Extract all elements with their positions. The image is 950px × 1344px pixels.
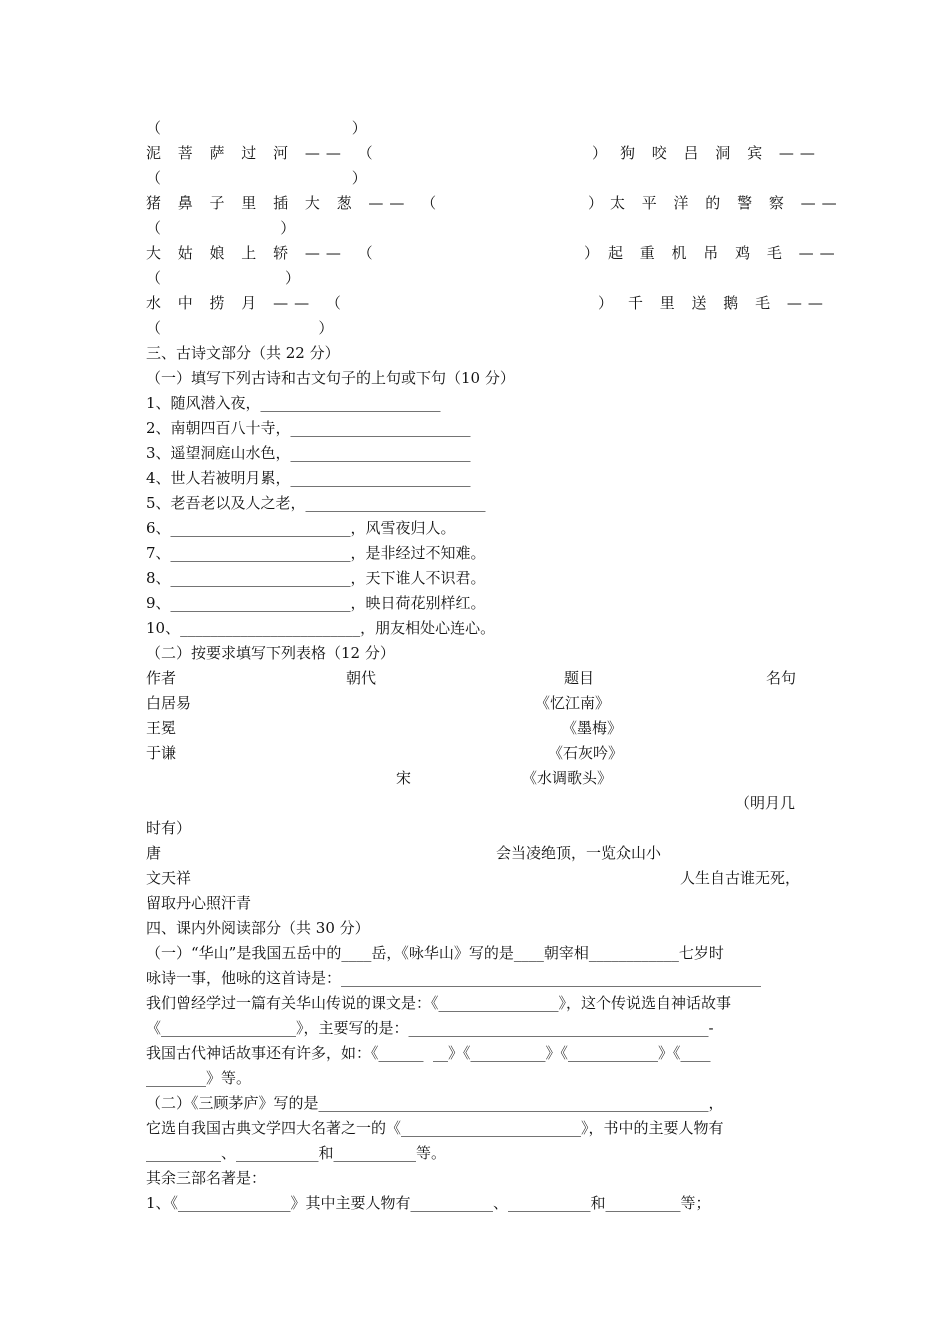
reading-line-11: 1、《_______________》其中主要人物有___________、___________和__________等； (146, 1194, 711, 1212)
poem-item-6: 6、________________________，风雪夜归人。 (146, 519, 456, 537)
reading-line-7: （二）《三顾茅庐》写的是____________________________________________________， (146, 1094, 724, 1112)
xiehouyu-5: 大 姑 娘 上 轿 —— （ (146, 244, 379, 262)
row-3-title: 《石灰吟》 (548, 744, 624, 762)
blank-line-3: （ ） (146, 219, 296, 237)
xiehouyu-7: 水 中 捞 月 —— （ (146, 294, 347, 312)
reading-line-3: 我们曾经学过一篇有关华山传说的课文是：《________________》，这个传说选自神话故事 (146, 994, 732, 1012)
row-4-dynasty: 宋 (396, 769, 412, 787)
row-6-quote-a: 人生自古谁无死， (680, 869, 801, 887)
poem-item-9: 9、________________________，映日荷花别样红。 (146, 594, 486, 612)
xiehouyu-5-close: ） (584, 244, 600, 262)
reading-line-6: ________》等。 (146, 1069, 252, 1087)
xiehouyu-8: 千 里 送 鹅 毛 —— (628, 294, 829, 312)
xiehouyu-1-close: ） (592, 144, 608, 162)
reading-line-4: 《__________________》，主要写的是：________________________________________- (146, 1019, 714, 1037)
blank-line-1: （ ） (146, 119, 367, 137)
row-1-author: 白居易 (146, 694, 192, 712)
blank-line-2: （ ） (146, 169, 367, 187)
header-author: 作者 (146, 669, 177, 687)
poem-item-8: 8、________________________，天下谁人不识君。 (146, 569, 486, 587)
row-4-title: 《水调歌头》 (522, 769, 613, 787)
poem-item-2: 2、南朝四百八十寺，________________________ (146, 419, 471, 437)
reading-line-5: 我国古代神话故事还有许多，如：《______ __》《__________》《____________》《____ (146, 1044, 711, 1062)
xiehouyu-2: 狗 咬 吕 洞 宾 —— (620, 144, 821, 162)
section-4-title: 四、课内外阅读部分（共 30 分） (146, 919, 370, 937)
header-title: 题目 (564, 669, 595, 687)
reading-line-10: 其余三部名著是： (146, 1169, 267, 1187)
xiehouyu-3: 猪 鼻 子 里 插 大 葱 —— （ (146, 194, 443, 212)
row-6-quote-b: 留取丹心照汗青 (146, 894, 252, 912)
section-3-title: 三、古诗文部分（共 22 分） (146, 344, 340, 362)
row-4-quote-a: （明月几 (735, 794, 796, 812)
blank-line-5: （ ） (146, 319, 334, 337)
poem-item-4: 4、世人若被明月累，________________________ (146, 469, 471, 487)
row-5-quote: 会当凌绝顶，一览众山小 (496, 844, 662, 862)
row-2-author: 王冕 (146, 719, 177, 737)
row-3-author: 于谦 (146, 744, 177, 762)
poem-item-1: 1、随风潜入夜，________________________ (146, 394, 441, 412)
poem-item-3: 3、遥望洞庭山水色，________________________ (146, 444, 471, 462)
xiehouyu-4: 太 平 洋 的 警 察 —— (610, 194, 843, 212)
section-3-part-2-title: （二）按要求填写下列表格（12 分） (146, 644, 395, 662)
row-1-title: 《忆江南》 (535, 694, 611, 712)
reading-line-8: 它选自我国古典文学四大名著之一的《________________________》，书中的主要人物有 (146, 1119, 724, 1137)
xiehouyu-6: 起 重 机 吊 鸡 毛 —— (608, 244, 841, 262)
poem-item-7: 7、________________________，是非经过不知难。 (146, 544, 486, 562)
reading-line-1: （一）“华山”是我国五岳中的____岳，《咏华山》写的是____朝宰相____________七岁时 (146, 944, 724, 962)
xiehouyu-3-close: ） (588, 194, 604, 212)
row-6-author: 文天祥 (146, 869, 192, 887)
blank-line-4: （ ） (146, 269, 300, 287)
header-quote: 名句 (766, 669, 797, 687)
poem-item-10: 10、________________________，朋友相处心连心。 (146, 619, 496, 637)
reading-line-2: 咏诗一事，他咏的这首诗是：________________________________________________________ (146, 969, 762, 987)
row-4-quote-b: 时有） (146, 819, 192, 837)
row-5-dynasty: 唐 (146, 844, 162, 862)
row-2-title: 《墨梅》 (562, 719, 623, 737)
reading-line-9: __________、___________和___________等。 (146, 1144, 447, 1162)
xiehouyu-1: 泥 菩 萨 过 河 —— （ (146, 144, 379, 162)
poem-item-5: 5、老吾老以及人之老，________________________ (146, 494, 486, 512)
xiehouyu-7-close: ） (598, 294, 614, 312)
header-dynasty: 朝代 (346, 669, 377, 687)
section-3-part-1-title: （一）填写下列古诗和古文句子的上句或下句（10 分） (146, 369, 515, 387)
